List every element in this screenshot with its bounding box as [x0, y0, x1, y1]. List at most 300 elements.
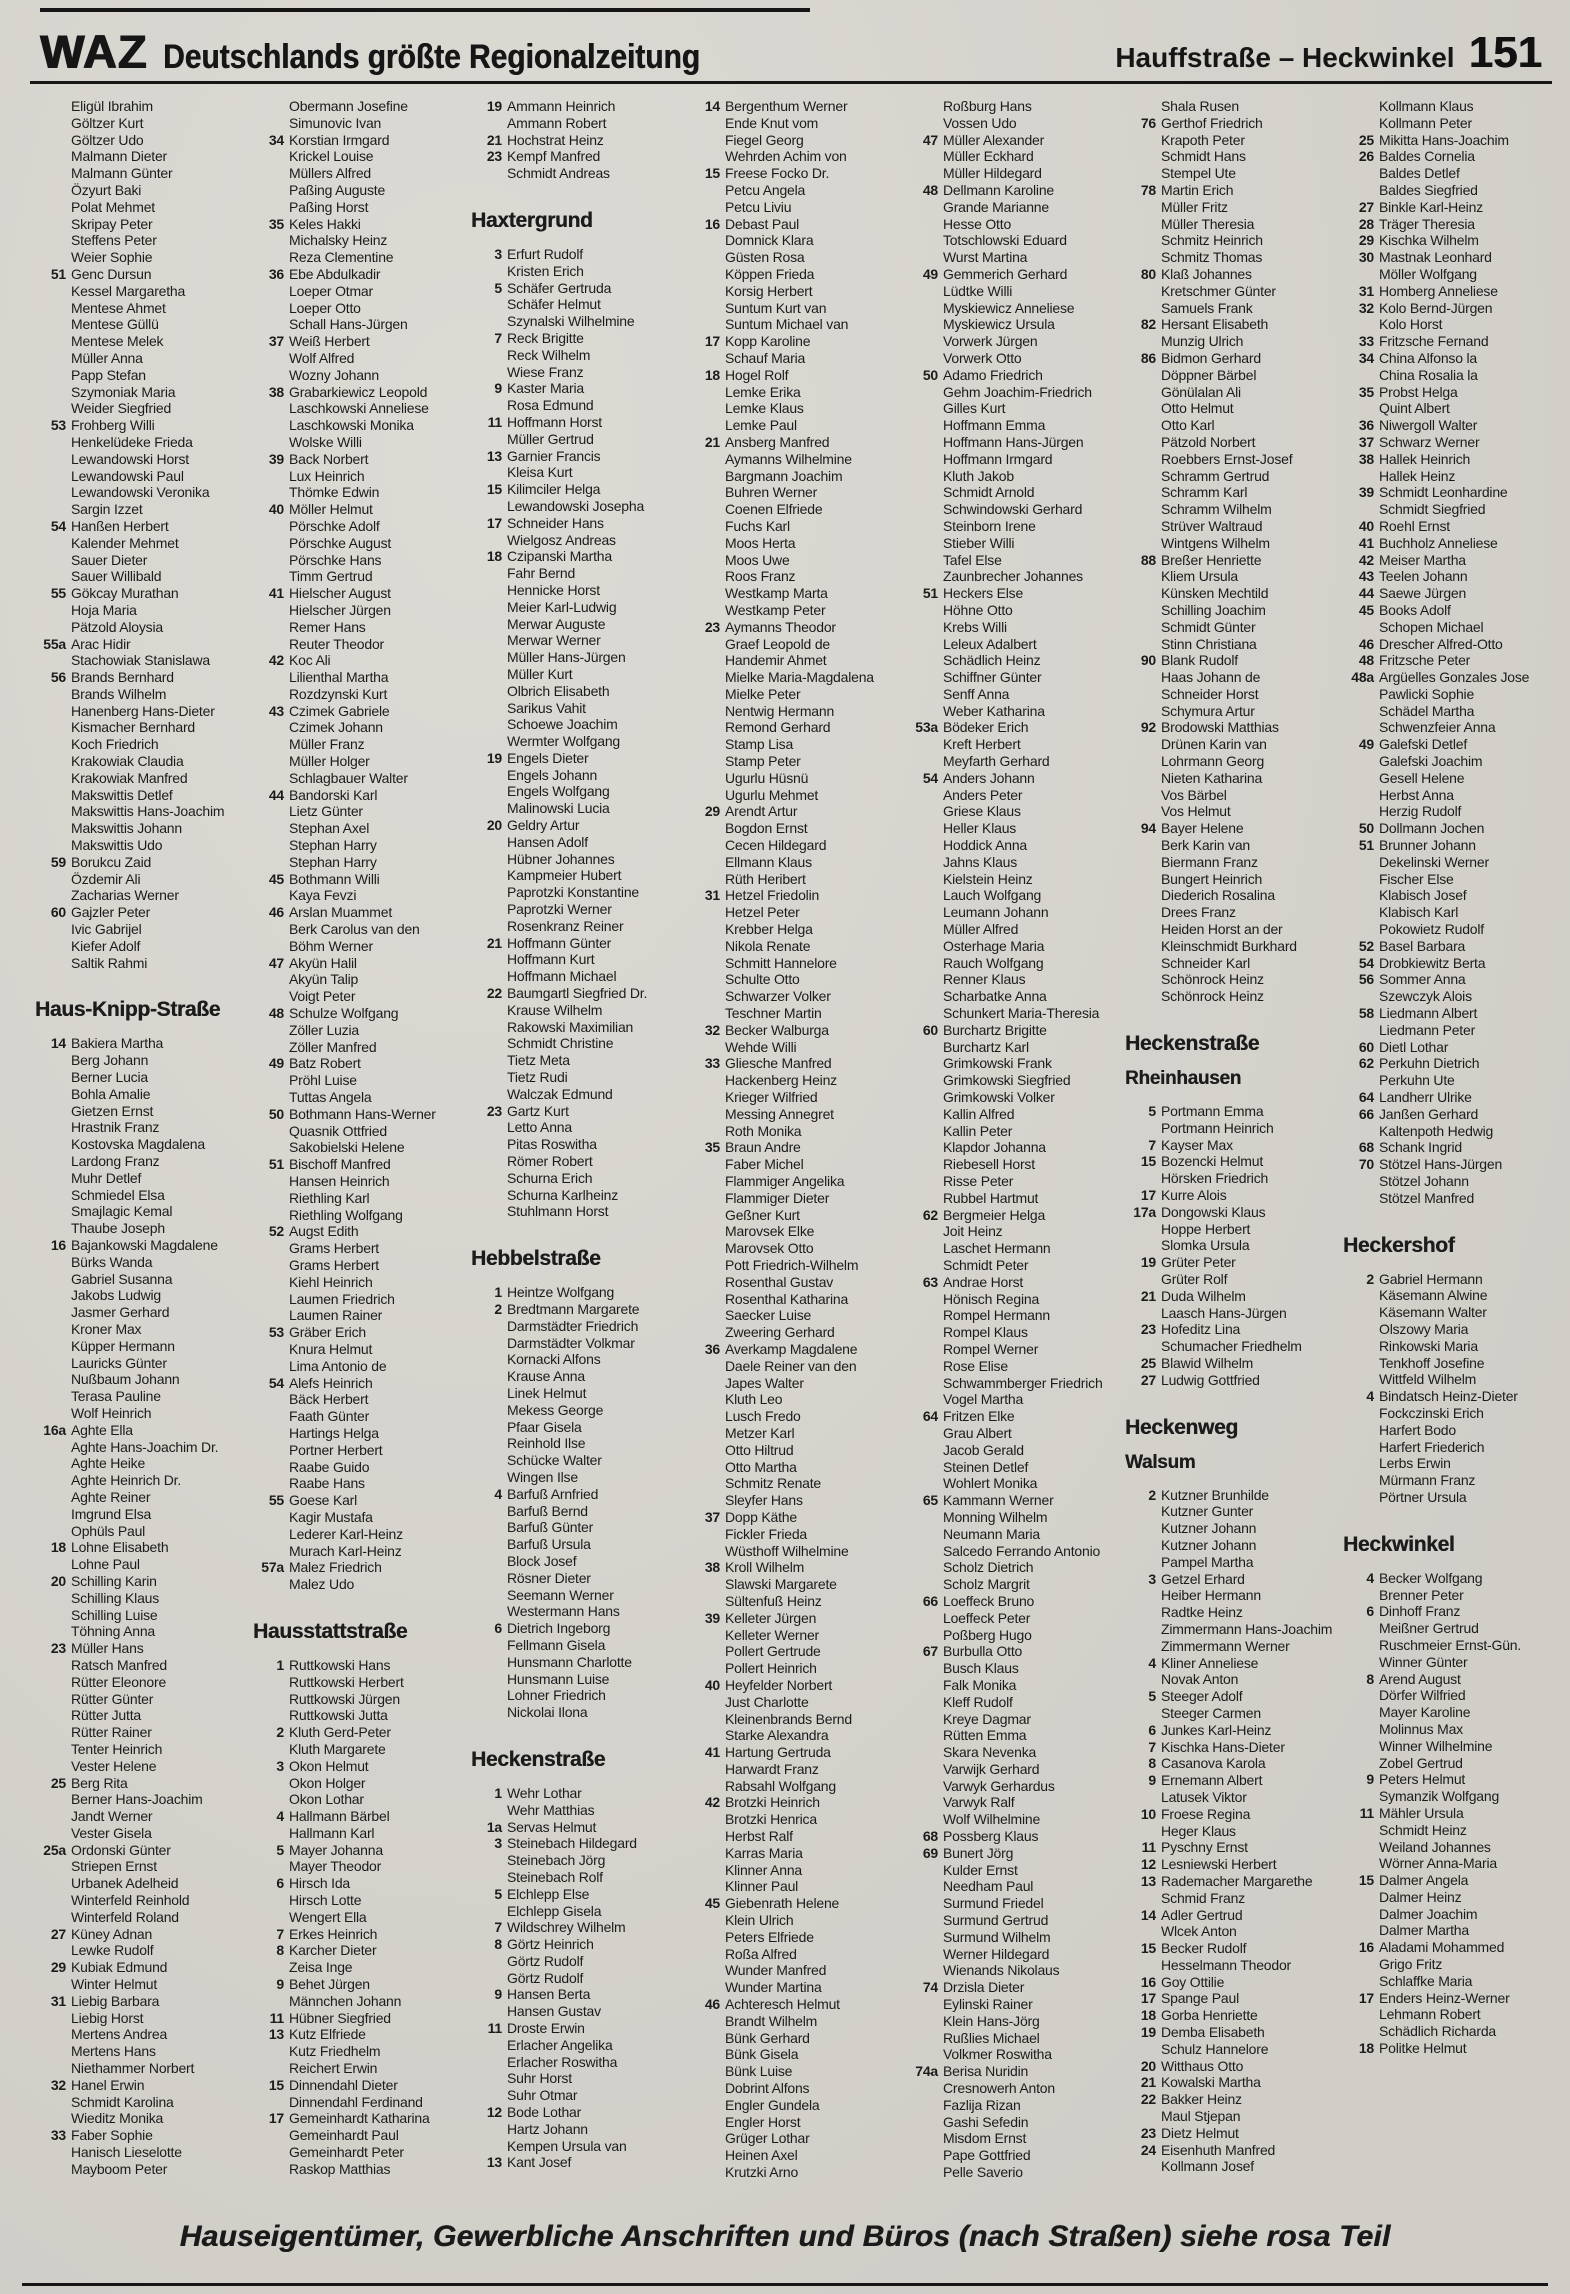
house-number: 17a — [1133, 1203, 1156, 1220]
house-number — [684, 535, 725, 552]
resident-name: Kempf Manfred — [507, 148, 601, 165]
resident-name: Krebber Helga — [725, 921, 813, 938]
directory-entry — [1338, 1687, 1544, 1704]
resident-name: Droste Erwin — [507, 2020, 585, 2037]
directory-entry — [248, 1657, 454, 1674]
directory-entry — [684, 1593, 890, 1610]
directory-entry — [902, 434, 1108, 451]
directory-entry — [684, 434, 890, 451]
house-number — [248, 1139, 289, 1156]
directory-entry — [902, 1526, 1108, 1543]
resident-name: Pitas Roswitha — [507, 1136, 597, 1153]
resident-name: Pörschke Adolf — [289, 517, 380, 534]
directory-column — [902, 98, 1108, 2181]
resident-name: Schmitz Thomas — [1161, 249, 1263, 266]
directory-entry — [902, 1610, 1108, 1627]
resident-name: Brenner Peter — [1379, 1586, 1464, 1603]
house-number — [902, 787, 943, 804]
resident-name: Paprotzki Konstantine — [507, 884, 639, 901]
directory-entry — [684, 971, 890, 988]
directory-entry — [902, 904, 1108, 921]
directory-entry — [684, 232, 890, 249]
resident-name: Rademacher Margarethe — [1161, 1872, 1313, 1889]
directory-entry — [30, 535, 236, 552]
house-number — [30, 1909, 71, 1926]
resident-name: Dietrich Ingeborg — [507, 1620, 611, 1637]
resident-name: Totschlowski Eduard — [943, 232, 1067, 249]
resident-name: Elchlepp Else — [507, 1885, 590, 1902]
resident-name: Pörtner Ursula — [1379, 1488, 1467, 1505]
resident-name: Block Josef — [507, 1552, 577, 1569]
resident-name: Stephan Axel — [289, 820, 370, 837]
resident-name: Stachowiak Stanislawa — [71, 652, 210, 669]
house-number — [902, 820, 943, 837]
directory-entry — [684, 1274, 890, 1291]
directory-entry — [248, 518, 454, 535]
directory-entry — [1120, 283, 1326, 300]
directory-entry — [1338, 602, 1544, 619]
directory-entry — [1120, 552, 1326, 569]
directory-entry — [1338, 1173, 1544, 1190]
directory-entry — [1120, 1153, 1326, 1170]
house-number — [30, 1808, 71, 1825]
resident-name: Vogel Martha — [943, 1391, 1024, 1408]
house-number — [466, 700, 507, 717]
house-number — [466, 1035, 507, 1052]
resident-name: Surmund Wilhelm — [943, 1928, 1051, 1945]
directory-entry — [1120, 1587, 1326, 1604]
resident-name: Cresnowerh Anton — [943, 2080, 1055, 2097]
house-number — [248, 1408, 289, 1425]
resident-name: Portmann Emma — [1161, 1103, 1264, 1120]
directory-entry — [1120, 619, 1326, 636]
resident-name: Metzer Karl — [725, 1424, 795, 1441]
resident-name: Hartz Johann — [507, 2120, 588, 2137]
resident-name: Hersant Elisabeth — [1161, 316, 1269, 333]
house-number — [902, 2097, 943, 2114]
house-number — [1338, 1355, 1379, 1372]
directory-entry — [902, 1627, 1108, 1644]
resident-name: Malmann Dieter — [71, 148, 168, 165]
house-number — [466, 2037, 507, 2054]
resident-name: Erlacher Angelika — [507, 2036, 613, 2053]
house-number — [30, 182, 71, 199]
resident-name: Geßner Kurt — [725, 1206, 800, 1223]
house-number — [684, 1106, 725, 1123]
resident-name: Ammann Robert — [507, 114, 607, 131]
directory-entry — [684, 1811, 890, 1828]
house-number: 3 — [1148, 1570, 1156, 1587]
directory-entry — [684, 518, 890, 535]
directory-entry — [466, 867, 672, 884]
directory-entry — [902, 1862, 1108, 1879]
directory-entry — [902, 988, 1108, 1005]
resident-name: Roehl Ernst — [1379, 517, 1450, 534]
house-number — [248, 753, 289, 770]
resident-name: Weiland Johannes — [1379, 1838, 1491, 1855]
directory-entry — [248, 1089, 454, 1106]
directory-entry — [684, 585, 890, 602]
directory-entry — [902, 636, 1108, 653]
house-number: 13 — [486, 447, 502, 464]
directory-entry — [466, 1402, 672, 1419]
resident-name: Müller Hans-Jürgen — [507, 649, 626, 666]
resident-name: Bergmeier Helga — [943, 1206, 1046, 1223]
house-number — [248, 602, 289, 619]
directory-entry — [1120, 300, 1326, 317]
directory-entry — [1120, 1890, 1326, 1907]
resident-name: Drünen Karin van — [1161, 736, 1267, 753]
resident-name: Rütter Günter — [71, 1690, 154, 1707]
directory-entry — [30, 1959, 236, 1976]
directory-entry — [1338, 316, 1544, 333]
resident-name: Bidmon Gerhard — [1161, 349, 1261, 366]
directory-entry — [1338, 367, 1544, 384]
directory-entry — [30, 1388, 236, 1405]
directory-entry — [30, 2110, 236, 2127]
resident-name: Servas Helmut — [507, 1818, 597, 1835]
house-number: 41 — [1358, 534, 1374, 551]
resident-name: Falk Monika — [943, 1676, 1017, 1693]
directory-entry — [684, 1459, 890, 1476]
house-number: 15 — [1140, 1153, 1156, 1170]
directory-entry — [902, 703, 1108, 720]
directory-entry — [466, 165, 672, 182]
house-number — [30, 1523, 71, 1540]
house-number — [30, 1136, 71, 1153]
directory-entry — [466, 582, 672, 599]
resident-name: Steinebach Hildegard — [507, 1835, 637, 1852]
house-number: 54 — [1358, 954, 1374, 971]
directory-entry — [902, 787, 1108, 804]
house-number — [248, 1959, 289, 1976]
house-number — [1120, 132, 1161, 149]
directory-entry — [1338, 669, 1544, 686]
house-number — [30, 887, 71, 904]
resident-name: Jakobs Ludwig — [71, 1287, 162, 1304]
house-number — [30, 1052, 71, 1069]
resident-name: Sültenfuß Heinz — [725, 1592, 822, 1609]
directory-entry — [902, 619, 1108, 636]
resident-name: Möller Wolfgang — [1379, 265, 1477, 282]
resident-name: Schwarz Werner — [1379, 433, 1480, 450]
resident-name: Aghte Heinrich Dr. — [71, 1472, 182, 1489]
directory-entry — [466, 767, 672, 784]
directory-entry — [248, 333, 454, 350]
resident-name: Kutzner Brunhilde — [1161, 1486, 1269, 1503]
house-number: 21 — [704, 433, 720, 450]
house-number — [1120, 619, 1161, 636]
district-subheader: Rheinhausen — [1125, 1068, 1241, 1090]
house-number — [1338, 1654, 1379, 1671]
house-number — [684, 871, 725, 888]
resident-name: Drees Franz — [1161, 904, 1236, 921]
house-number: 2 — [494, 1301, 502, 1317]
directory-entry — [684, 1962, 890, 1979]
house-number: 44 — [268, 786, 284, 803]
directory-entry — [1338, 1721, 1544, 1738]
resident-name: Roßburg Hans — [943, 98, 1032, 114]
house-number: 3 — [494, 245, 502, 262]
resident-name: Hallek Heinrich — [1379, 450, 1471, 467]
directory-entry — [30, 1926, 236, 1943]
house-number: 17 — [1140, 1187, 1156, 1204]
resident-name: Klapdor Johanna — [943, 1139, 1046, 1156]
resident-name: Kolo Horst — [1379, 316, 1443, 333]
house-number — [466, 498, 507, 515]
house-number — [1120, 669, 1161, 686]
house-number — [466, 851, 507, 868]
directory-entry — [466, 498, 672, 515]
resident-name: Suntum Kurt van — [725, 299, 827, 316]
house-number — [902, 602, 943, 619]
house-number — [902, 1794, 943, 1811]
house-number — [684, 1408, 725, 1425]
resident-name: Lewandowski Paul — [71, 467, 184, 484]
house-number — [248, 2161, 289, 2178]
directory-entry — [1120, 2108, 1326, 2125]
directory-entry — [248, 1858, 454, 1875]
resident-name: Lewandowski Veronika — [71, 484, 210, 501]
directory-entry — [902, 2013, 1108, 2030]
house-number — [30, 1758, 71, 1775]
directory-entry — [466, 1153, 672, 1170]
house-number — [684, 904, 725, 921]
resident-name: Aghte Hans-Joachim Dr. — [71, 1438, 219, 1455]
directory-entry — [30, 1052, 236, 1069]
house-number — [466, 1019, 507, 1036]
house-number — [30, 249, 71, 266]
directory-entry — [1120, 1823, 1326, 1840]
house-number: 46 — [268, 904, 284, 921]
resident-name: Dalmer Martha — [1379, 1922, 1469, 1939]
house-number — [466, 2003, 507, 2020]
directory-entry — [466, 783, 672, 800]
directory-entry — [30, 451, 236, 468]
resident-name: Kroll Wilhelm — [725, 1559, 805, 1576]
house-number — [466, 1402, 507, 1419]
resident-name: Berk Carolus van den — [289, 921, 420, 938]
house-number: 14 — [1140, 1906, 1156, 1923]
resident-name: Ugurlu Mehmet — [725, 786, 819, 803]
directory-entry — [248, 1808, 454, 1825]
house-number — [248, 568, 289, 585]
resident-name: Kallin Alfred — [943, 1105, 1015, 1122]
house-number: 21 — [1140, 2074, 1156, 2091]
resident-name: Hallmann Karl — [289, 1824, 375, 1841]
resident-name: Senff Anna — [943, 685, 1010, 702]
house-number — [30, 1875, 71, 1892]
house-number: 54 — [50, 517, 66, 534]
house-number — [684, 182, 725, 199]
directory-entry — [902, 1794, 1108, 1811]
directory-entry — [1338, 820, 1544, 837]
resident-name: Braun Andre — [725, 1139, 801, 1156]
house-number: 48 — [268, 1005, 284, 1022]
house-number — [466, 1170, 507, 1187]
directory-entry — [1120, 1772, 1326, 1789]
house-number — [902, 1475, 943, 1492]
resident-name: Mertens Hans — [71, 2043, 156, 2060]
directory-entry — [30, 2127, 236, 2144]
house-number — [684, 350, 725, 367]
resident-name: Schilling Karin — [71, 1572, 157, 1589]
resident-name: Schmitz Heinrich — [1161, 232, 1263, 249]
house-number — [248, 199, 289, 216]
directory-entry — [466, 330, 672, 347]
resident-name: Römer Robert — [507, 1153, 593, 1170]
house-number: 66 — [922, 1592, 938, 1609]
directory-entry — [248, 820, 454, 837]
house-number — [30, 367, 71, 384]
resident-name: Urbanek Adelheid — [71, 1875, 179, 1892]
resident-name: Hübner Siegfried — [289, 2009, 391, 2026]
resident-name: Eylinski Rainer — [943, 1996, 1033, 2013]
directory-entry — [30, 1674, 236, 1691]
directory-entry — [1120, 854, 1326, 871]
directory-entry — [466, 1170, 672, 1187]
directory-entry — [30, 1657, 236, 1674]
house-number: 23 — [1140, 2124, 1156, 2141]
directory-entry — [902, 1207, 1108, 1224]
directory-entry — [30, 669, 236, 686]
resident-name: Munzig Ulrich — [1161, 333, 1244, 350]
house-number: 37 — [1358, 433, 1374, 450]
directory-entry — [684, 484, 890, 501]
resident-name: Görtz Rudolf — [507, 1952, 584, 1969]
directory-entry — [902, 1459, 1108, 1476]
directory-entry — [902, 854, 1108, 871]
resident-name: Lohne Paul — [71, 1556, 140, 1573]
directory-entry — [30, 501, 236, 518]
directory-entry — [30, 1892, 236, 1909]
house-number — [902, 1878, 943, 1895]
resident-name: Adamo Friedrich — [943, 366, 1043, 383]
resident-name: Wolske Willi — [289, 433, 362, 450]
directory-entry — [1338, 1889, 1544, 1906]
resident-name: Schädlich Heinz — [943, 652, 1041, 669]
resident-name: Mentese Güllü — [71, 316, 159, 333]
house-number: 18 — [50, 1539, 66, 1556]
house-number — [902, 148, 943, 165]
resident-name: Blank Rudolf — [1161, 652, 1238, 669]
resident-name: Mielke Maria-Magdalena — [725, 669, 874, 686]
directory-entry — [466, 666, 672, 683]
resident-name: Bischoff Manfred — [289, 1156, 391, 1173]
directory-entry — [684, 1375, 890, 1392]
house-number — [1338, 1906, 1379, 1923]
directory-entry — [248, 417, 454, 434]
house-number — [1338, 182, 1379, 199]
directory-entry — [466, 1704, 672, 1721]
house-number — [902, 1576, 943, 1593]
house-number: 21 — [1140, 1287, 1156, 1304]
house-number — [1120, 1237, 1161, 1254]
house-number: 35 — [268, 215, 284, 232]
directory-entry — [1120, 1856, 1326, 1873]
resident-name: Bürks Wanda — [71, 1253, 153, 1270]
house-number — [466, 834, 507, 851]
directory-entry — [248, 1791, 454, 1808]
resident-name: Kroner Max — [71, 1320, 142, 1337]
house-number: 39 — [1358, 484, 1374, 501]
resident-name: Gökcay Murathan — [71, 585, 179, 602]
house-number — [30, 148, 71, 165]
house-number — [902, 803, 943, 820]
directory-entry — [248, 1223, 454, 1240]
directory-entry — [1338, 1570, 1544, 1587]
directory-entry — [248, 1942, 454, 1959]
resident-name: Schulz Hannelore — [1161, 2040, 1269, 2057]
house-number — [684, 1425, 725, 1442]
house-number: 25 — [1140, 1354, 1156, 1371]
directory-entry — [902, 1811, 1108, 1828]
directory-entry — [902, 98, 1108, 115]
directory-entry — [248, 148, 454, 165]
house-number — [30, 1657, 71, 1674]
house-number — [466, 565, 507, 582]
resident-name: Bargmann Joachim — [725, 467, 843, 484]
resident-name: Perkuhn Ute — [1379, 1072, 1455, 1089]
directory-entry — [30, 1607, 236, 1624]
house-number — [1120, 1170, 1161, 1187]
resident-name: Grams Herbert — [289, 1240, 379, 1257]
house-number — [248, 770, 289, 787]
house-number: 74 — [922, 1979, 938, 1996]
directory-entry — [248, 938, 454, 955]
directory-entry — [30, 1136, 236, 1153]
directory-entry — [1120, 468, 1326, 485]
directory-entry — [1120, 266, 1326, 283]
directory-entry — [248, 283, 454, 300]
directory-entry — [902, 1744, 1108, 1761]
resident-name: Wehr Matthias — [507, 1801, 595, 1818]
resident-name: Hartings Helga — [289, 1424, 379, 1441]
directory-entry — [902, 2147, 1108, 2164]
directory-entry — [1120, 703, 1326, 720]
resident-name: Schmidt Arnold — [943, 484, 1035, 501]
house-number: 46 — [1358, 635, 1374, 652]
directory-entry — [248, 300, 454, 317]
resident-name: Dalmer Joachim — [1379, 1905, 1478, 1922]
directory-entry — [1338, 971, 1544, 988]
resident-name: Engels Wolfgang — [507, 783, 610, 800]
house-number — [248, 1123, 289, 1140]
resident-name: Hanel Erwin — [71, 2076, 145, 2093]
house-number — [902, 904, 943, 921]
resident-name: Müller Alexander — [943, 131, 1045, 148]
house-number — [684, 132, 725, 149]
directory-entry — [1338, 400, 1544, 417]
house-number — [30, 1607, 71, 1624]
house-number — [684, 384, 725, 401]
resident-name: Kant Josef — [507, 2154, 572, 2171]
resident-name: Kluth Jakob — [943, 467, 1014, 484]
resident-name: Augst Edith — [289, 1223, 359, 1240]
resident-name: Jandt Werner — [71, 1808, 153, 1825]
directory-entry — [30, 1170, 236, 1187]
resident-name: Steeger Adolf — [1161, 1688, 1243, 1705]
resident-name: Laumen Friedrich — [289, 1290, 395, 1307]
house-number — [466, 1368, 507, 1385]
directory-entry — [902, 1039, 1108, 1056]
resident-name: Saewe Jürgen — [1379, 585, 1467, 602]
resident-name: Kristen Erich — [507, 262, 584, 279]
house-number — [1338, 1738, 1379, 1755]
resident-name: Lohner Friedrich — [507, 1687, 606, 1704]
resident-name: Krakowiak Claudia — [71, 753, 184, 770]
directory-entry — [1120, 1271, 1326, 1288]
